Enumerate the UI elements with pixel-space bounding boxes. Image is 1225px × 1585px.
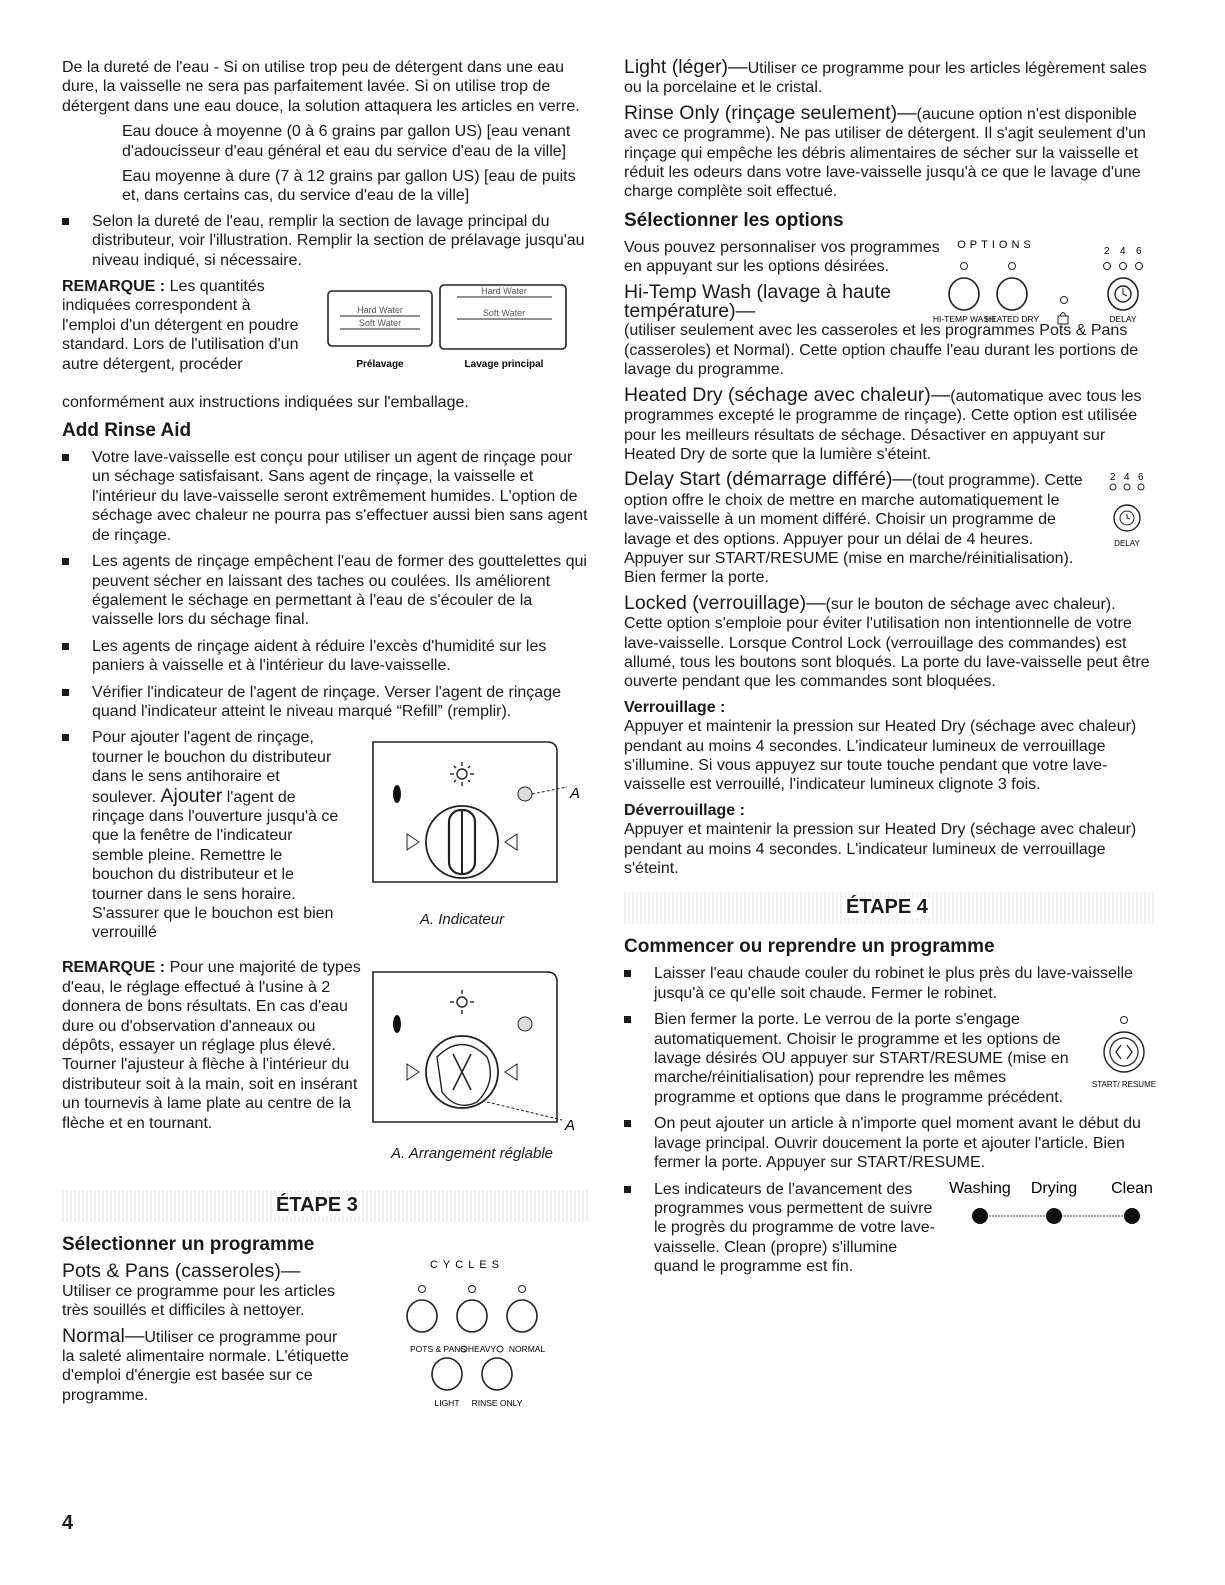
delay-block (624, 470, 1154, 587)
washing-indicator (972, 1208, 988, 1224)
sun-icon (450, 762, 474, 786)
opt-num-4: 4 (1120, 245, 1126, 257)
select-cycle-heading: Sélectionner un programme (62, 1234, 315, 1256)
mainwash-label: Lavage principal (464, 359, 544, 371)
rinse-text: (aucune option n'est disponible avec ce programme). Ne pas utiliser de détergent. Il s'agit seulement d'un rinçage qui empêche les débris alimentaires de sécher sur la vaisselle et réduit les odeurs dans votre lave-vaisselle jusqu'à ce que le lavage d'une charge complète soit effectué. (624, 105, 1146, 201)
light-text: Utiliser ce programme pour les articles légèrement sales ou la porcelaine et le cristal. (624, 60, 1147, 97)
callout-a-adjust: A (565, 1117, 576, 1135)
heavy-label: HEAVY (467, 1344, 497, 1355)
delay-text: (tout programme). Cette option offre le choix de mettre en marche automatiquement le lave-vaisselle à un moment différé. Choisir un programme de lavage et des options. Appuyer pour un délai de 4 heures. Appuyer sur START/RESUME (mise en marche/réinitialisation). Bien fermer la porte. (624, 472, 1083, 587)
step-4-bar (624, 892, 1154, 924)
step-3-bar (62, 1190, 590, 1222)
page-number: 4 (62, 1512, 74, 1534)
delay-num-6: 6 (1138, 472, 1144, 484)
unlock-label: Déverrouillage : (624, 801, 745, 819)
prewash-label: Prélavage (356, 359, 404, 371)
fill-dispenser-bullet: Selon la dureté de l'eau, remplir la section de lavage principal du distributeur, voir l'illustration. Remplir la section de prélavage jusqu'au niveau indiqué, si nécessaire. (62, 212, 590, 270)
light-title: Light (léger)— (624, 56, 748, 78)
hitemp-label: HI-TEMP WASH (932, 313, 996, 324)
add-bullet-text-b: Ajouter (160, 784, 223, 807)
heated-dry-option (624, 383, 1154, 465)
pots-pans-text: Utiliser ce programme pour les articles très souillés et difficiles à nettoyer. (62, 1282, 335, 1320)
options-intro: Vous pouvez personnaliser vos programmes en appuyant sur les options désirées. (624, 238, 940, 276)
delay-title: Delay Start (démarrage différé)— (624, 468, 912, 491)
cycles-title: CYCLES (429, 1259, 505, 1272)
options-title: OPTIONS (957, 238, 1035, 251)
hitemp-button[interactable] (949, 278, 979, 310)
normal-button[interactable] (507, 1300, 537, 1332)
options-panel (932, 234, 1156, 334)
light-label: LIGHT (434, 1398, 460, 1409)
start-bullet-2: Bien fermer la porte. Le verrou de la porte s'engage automatiquement. Choisir le programme et les options de lavage désirés OU appuyer sur START/RESUME (mise en marche/réinitialisation) pour reprendre les mêmes programme et options que dans le programme précédent. (624, 1010, 1084, 1107)
rinse-only-button[interactable] (482, 1358, 512, 1390)
remark-detergent (62, 277, 590, 412)
locked-title: Locked (verrouillage)— (624, 591, 826, 614)
remark2-label: REMARQUE : (62, 959, 166, 977)
rinse-bullet-1: Votre lave-vaisselle est conçu pour utiliser un agent de rinçage pour un séchage satisfaisant. Sans agent de rinçage, la vaisselle et l'intérieur du lave-vaisselle seront extrêmement humides. L'option de séchage avec chaleur ne pourra pas s'effectuer aussi bien sans agent de rinçage. (62, 448, 590, 545)
opt-num-2: 2 (1104, 245, 1110, 257)
remark-text: Les quantités indiquées correspondent à l'emploi d'un détergent en poudre standard. Lors de l'utilisation d'un autre détergent, procéder (62, 278, 299, 373)
unlock-text: Appuyer et maintenir la pression sur Heated Dry (séchage avec chaleur) pendant au moins 4 secondes. L'indicateur lumineux de verrouillage s'éteint. (624, 821, 1137, 878)
clean-indicator (1124, 1208, 1140, 1224)
dispenser-hard-water-main: Hard Water (481, 286, 527, 297)
delay-label: DELAY (1109, 313, 1137, 324)
normal-text: Utiliser ce programme pour la saleté alimentaire normale. L'étiquette d'emploi d'énergie est basée sur ce programme. (62, 1328, 349, 1404)
left-column (62, 58, 590, 1442)
dispenser-hard-water: Hard Water (357, 305, 403, 316)
heated-dry-button[interactable] (997, 278, 1027, 310)
rinse-only-cycle (624, 101, 1154, 202)
lock-icon (1058, 312, 1068, 324)
progress-washing: Washing (949, 1179, 1011, 1197)
hitemp-text: (utiliser seulement avec les casseroles et les programmes Pots & Pans (casseroles) et Normal). Cette option chauffe l'eau durant les portions de lavage du programme. (624, 322, 1139, 379)
start-resume-label: START/ RESUME (1091, 1080, 1157, 1090)
cycles-block (62, 1259, 590, 1442)
rinse-aid-heading: Add Rinse Aid (62, 420, 192, 442)
start-resume-panel (1091, 1012, 1157, 1122)
delay-panel-label: DELAY (1114, 539, 1140, 549)
step-3-label: ÉTAPE 3 (272, 1196, 362, 1215)
callout-a-indicator: A (570, 785, 581, 803)
adjustable-setting-diagram (367, 962, 587, 1137)
add-rinse-aid-block (62, 728, 590, 958)
delay-num-4: 4 (1124, 472, 1130, 484)
locked-text: (sur le bouton de séchage avec chaleur). Cette option s'emploie pour éviter l'utilisation non intentionnelle de votre lave-vaisselle. Lorsque Control Lock (verrouillage des commandes) est allumé, tous les boutons sont bloqués. La porte du lave-vaisselle peut être ouverte pendant que les commandes sont bloquées. (624, 595, 1150, 691)
opt-num-6: 6 (1136, 245, 1142, 257)
delay-num-2: 2 (1110, 472, 1116, 484)
pots-pans-title: Pots & Pans (casseroles)— (62, 1260, 301, 1283)
rinse-aid-indicator-diagram (367, 732, 587, 907)
locked-option (624, 591, 1154, 692)
heated-title: Heated Dry (séchage avec chaleur)— (624, 383, 951, 406)
start-bullet-4: Les indicateurs de l'avancement des programmes vous permettent de suivre le progrès du programme de votre lave-vaisselle. Clean (propre) s'illumine quand le programme est fin. (624, 1180, 944, 1277)
start-bullet-3: On peut ajouter un article à n'importe quel moment avant le début du lavage principal. Ouvrir doucement la porte et ajouter l'article. Bien fermer la porte. Appuyer sur START/RESUME. (624, 1114, 1154, 1172)
remark-tail: conformément aux instructions indiquées sur l'emballage. (62, 394, 469, 412)
delay-start-option (624, 470, 1084, 587)
progress-drying: Drying (1030, 1179, 1078, 1197)
light-button[interactable] (432, 1358, 462, 1390)
indicator-caption: A. Indicateur (419, 911, 505, 929)
dispenser-soft-water: Soft Water (358, 318, 402, 329)
heavy-button[interactable] (457, 1300, 487, 1332)
start-resume-button[interactable] (1104, 1032, 1144, 1072)
progress-indicators (942, 1176, 1157, 1236)
lock-text: Appuyer et maintenir la pression sur Heated Dry (séchage avec chaleur) pendant au moins 4 secondes. L'indicateur lumineux de verrouillage s'illumine. Si vous appuyez sur toute touche pendant que votre lave-vaisselle est verrouillé, l'indicateur lumineux clignote 3 fois. (624, 718, 1137, 794)
start-heading: Commencer ou reprendre un programme (624, 936, 995, 958)
add-bullet-text-a: Pour ajouter l'agent de rinçage, tourner le bouchon du distributeur dans le sens antihoraire et soulever. (92, 729, 332, 806)
heated-label: HEATED DRY (984, 313, 1040, 324)
progress-clean: Clean (1111, 1179, 1153, 1197)
normal-cycle (62, 1324, 352, 1406)
water-hardness-intro: De la dureté de l'eau - Si on utilise trop peu de détergent dans une eau dure, la vaisselle ne sera pas parfaitement lavée. Si on utilise trop de détergent dans une eau douce, la solution attaquera les articles en verre. (62, 59, 580, 115)
start-bullet-1: Laisser l'eau chaude couler du robinet le plus près du lave-vaisselle jusqu'à ce qu'elle soit chaude. Fermer le robinet. (624, 964, 1154, 1003)
remark-adjust (62, 958, 362, 1133)
normal-label: NORMAL (508, 1344, 546, 1355)
normal-title: Normal— (62, 1324, 145, 1347)
options-block (624, 238, 1154, 380)
delay-panel (1102, 470, 1154, 560)
heated-text: (automatique avec tous les programmes excepté le programme de rinçage). Cette option est utilisée pour les meilleurs résultats de séchage. Désactiver en appuyant sur Heated Dry de sorte que la lumière s'éteint. (624, 387, 1142, 463)
start-bullet-2-block (624, 1010, 1157, 1107)
detergent-dispenser-diagram (322, 283, 572, 373)
drying-indicator (1046, 1208, 1062, 1224)
remark-adjust-block (62, 958, 590, 1198)
rinse-bullet-3: Les agents de rinçage aident à réduire l'excès d'humidité sur les paniers à vaisselle et à l'intérieur du lave-vaisselle. (62, 637, 590, 676)
rinse-bullet-4: Vérifier l'indicateur de l'agent de rinçage. Verser l'agent de rinçage quand l'indicateur atteint le niveau marqué “Refill” (remplir). (62, 683, 590, 722)
rinse-label: RINSE ONLY (471, 1398, 523, 1409)
options-heading: Sélectionner les options (624, 209, 844, 231)
hard-water-range: Eau moyenne à dure (7 à 12 grains par gallon US) [eau de puits et, dans certains cas, du service d'eau de la ville] (122, 168, 576, 205)
pots-label: POTS & PANS (410, 1344, 467, 1355)
cycles-panel (382, 1254, 562, 1424)
hitemp-title: Hi-Temp Wash (lavage à haute température)— (624, 280, 891, 323)
remark-label: REMARQUE : (62, 278, 166, 296)
lock-label: Verrouillage : (624, 698, 726, 716)
light-cycle (624, 58, 1154, 98)
add-bullet-text-c: l'agent de rinçage dans l'ouverture jusqu'à ce que la fenêtre de l'indicateur semble pleine. Remettre le bouchon du distributeur et le tourner dans le sens horaire. S'assurer que le bouchon est bien verrouillé (92, 788, 339, 942)
soft-water-range: Eau douce à moyenne (0 à 6 grains par gallon US) [eau venant d'adoucisseur d'eau général et eau du service d'eau de la ville] (122, 123, 571, 160)
right-column (624, 56, 1157, 1284)
delay-button[interactable] (1108, 278, 1138, 310)
delay-clock-button[interactable] (1114, 505, 1140, 531)
add-rinse-aid-bullet (62, 728, 342, 942)
pots-pans-button[interactable] (407, 1300, 437, 1332)
progress-block (624, 1180, 1154, 1277)
dispenser-soft-water-main: Soft Water (482, 308, 526, 319)
rinse-title: Rinse Only (rinçage seulement)— (624, 101, 917, 124)
rinse-bullet-2: Les agents de rinçage empêchent l'eau de former des gouttelettes qui peuvent sécher en laissant des taches ou coulées. Ils améliorent également le séchage en permettant à l'eau de s'écouler de la vaisselle lors du séchage final. (62, 552, 590, 630)
step-4-label: ÉTAPE 4 (842, 898, 932, 917)
adjust-caption: A. Arrangement réglable (390, 1145, 554, 1163)
remark2-text: Pour une majorité de types d'eau, le réglage effectué à l'usine à 2 donnera de bons résultats. En cas d'eau dure ou d'observation d'anneaux ou dépôts, essayer un réglage plus élevé. Tourner l'ajusteur à flèche à l'intérieur du distributeur soit à la main, soit en insérant un tournevis à lame plate au centre de la flèche et en tournant. (62, 959, 361, 1132)
